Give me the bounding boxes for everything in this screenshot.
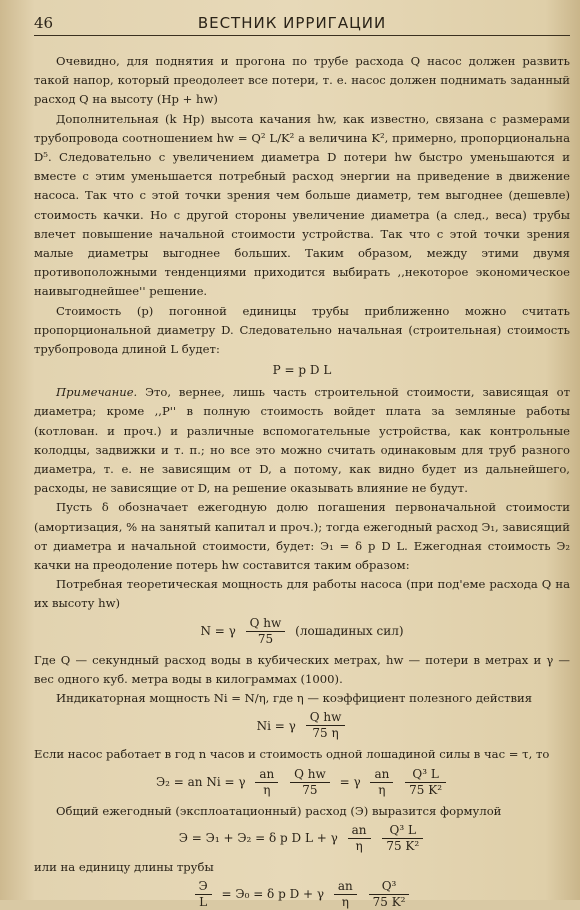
formula-total: Э = Э₁ + Э₂ = δ p D L + γ $\frac{an}{\eta}$ $\frac{\text{Q³ L}}{\text{75 K²}}$ [34, 823, 570, 854]
journal-title: ВЕСТНИК ИРРИГАЦИИ [197, 14, 387, 32]
paragraph-6: Где Q — секундный расход воды в кубических метрах, hw — потери в метрах и γ — вес одного куб. метра воды в килограммах (1000). [34, 652, 570, 686]
paragraph-9: Общий ежегодный (эксплоатационный) расход (Э) выразится формулой [56, 803, 502, 818]
paragraph-8: Если насос работает в год n часов и стоимость одной лошадиной силы в час = τ, то [34, 747, 550, 762]
note-text: Это, вернее, лишь часть строительной стоимости, зависящая от диаметра; кроме ,,P'' в полную стоимость войдет плата за земляные работы (котлован. и проч.) и различные вспомогательные устройства, как контрольные колодцы, задвижки и т. п.; но все это можно считать одинаковым для труб разного диаметра, т. е. не зависящим от D, а потому, как видно будет из дальнейшего, расходы, не зависящие от D, на решение оказывать влияние не будут. [34, 385, 570, 496]
paragraph-5: Потребная теоретическая мощность для работы насоса (при под'еме расхода Q на их высоту hw) [34, 577, 570, 611]
page-number: 46 [34, 14, 54, 32]
note-label: Примечание. [56, 385, 138, 400]
paragraph-4: Пусть δ обозначает ежегодную долю погашения первоначальной стоимости (амортизация, % на занятый капитал и проч.); тогда ежегодный расход Э₁, зависящий от диаметра и начальной стоимости, будет: Э₁ = δ p D L. Ежегодная стоимость Э₂ качки на преодоление потерь hw составится таким образом: [34, 500, 570, 573]
formula-power: N = γ $\frac{\text{Q hw}}{75}$ (лошадиных сил) [200, 615, 404, 646]
formula-e2: Э₂ = an Ni = γ $\frac{an}{\eta}$ $\frac{\text{Q hw}}{75}$ = γ $\frac{an}{\eta}$ $\frac{\text{Q³ L}}{\text{75 K²}}$ [34, 767, 570, 798]
paragraph-3: Стоимость (p) погонной единицы трубы приближенно можно считать пропорциональной диаметру D. Следовательно начальная (строительная) стоимость трубопровода длиной L будет: [34, 303, 570, 357]
paragraph-10: или на единицу длины трубы [34, 859, 214, 874]
page-header [34, 14, 570, 36]
paragraph-7: Индикаторная мощность Ni = N/η, где η — коэффициент полезного действия [56, 691, 533, 706]
formula-indicated-power: Ni = γ $\frac{\text{Q hw}}{75 \eta}$ [34, 710, 570, 741]
formula-per-length: $\frac{Э}{L}$ = Э₀ = δ p D + γ $\frac{an}{\eta}$ $\frac{\text{Q³}}{\text{75 K²}}$ [34, 879, 570, 910]
paragraph-1: Очевидно, для поднятия и прогона по трубе расхода Q насос должен развить такой напор, который преодолеет все потери, т. е. насос должен поднимать заданный расход Q на высоту (Hp + hw) [34, 54, 570, 107]
note-paragraph [34, 383, 570, 498]
paragraph-2: Дополнительная (k Hp) высота качания hw, как известно, связана с размерами трубопровода соотношением hw = Q² L/K² а величина K², примерно, пропорциональна D⁵. Следовательно с увеличением диаметра D потери hw быстро уменьшаются и вместе с этим уменьшается потребный расход энергии на приведение в движение насоса. Так что с этой точки зрения чем больше диаметр, тем выгоднее (дешевле) стоимость качки. Но с другой стороны увеличение диаметра (а след., веса) трубы влечет повышение начальной стоимости устройства. Так что с этой точки зрения малые диаметры выгоднее больших. Таким образом, между этими двумя противоположными тенденциями приходится выбирать ,,некоторое экономическое наивыгоднейшее'' решение. [34, 111, 570, 299]
formula-cost: P = p D L [272, 363, 332, 378]
